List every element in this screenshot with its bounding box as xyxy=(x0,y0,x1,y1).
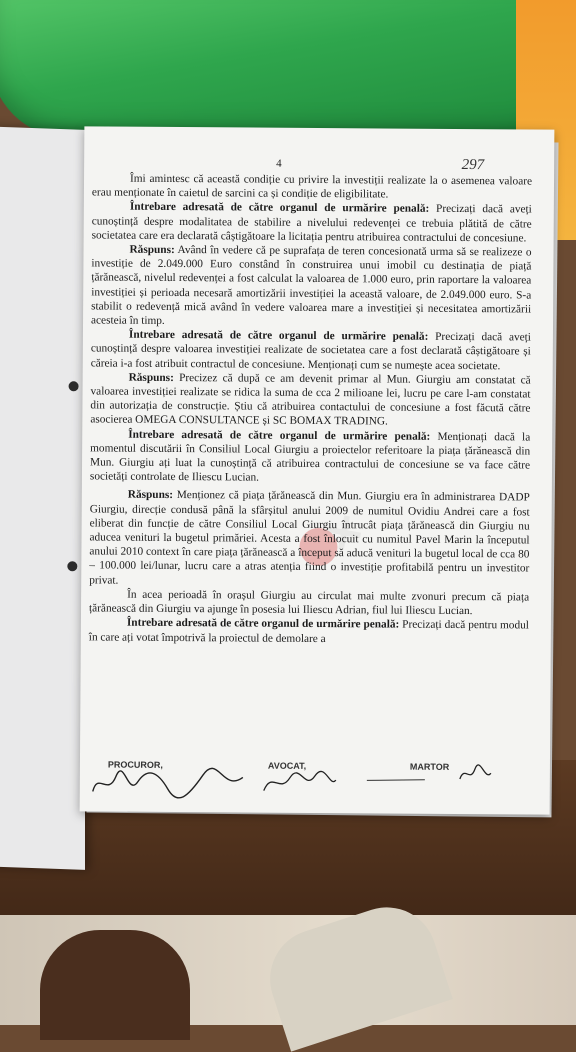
question-paragraph xyxy=(92,200,532,246)
question-text: Precizați dacă pentru modul în care ați votat împotrivă la proiectul de demolare a xyxy=(88,618,529,645)
question-paragraph xyxy=(89,616,529,647)
document-page xyxy=(80,126,555,814)
binder-hole xyxy=(69,381,79,391)
avocat-label: AVOCAT, xyxy=(267,760,307,771)
binder-hole xyxy=(67,561,77,571)
handwritten-page-note: 297 xyxy=(461,157,485,174)
martor-label: MARTOR xyxy=(409,761,450,772)
page-number: 4 xyxy=(276,157,282,170)
martor-signature xyxy=(365,760,495,791)
avocat-signature xyxy=(260,766,340,801)
answer-paragraph xyxy=(90,370,530,430)
answer-label: Răspuns: xyxy=(127,489,174,502)
document-text xyxy=(89,171,532,647)
procuror-label: PROCUROR, xyxy=(107,759,163,770)
answer-label: Răspuns: xyxy=(129,243,175,257)
question-paragraph xyxy=(91,328,531,374)
green-plastic-bag xyxy=(0,0,550,138)
answer-text: Precizez că după ce am devenit primar al Mun. Giurgiu am constatat că valoarea investiției realizate se ridica la suma de cca 2 milioane lei, lucru pe care l-am constatat din autorizația de construcție. Știu că atribuirea contactului de concesiune a fost făcută către asocierea OMEGA CONSULTANCE și SC BOMAX TRADING. xyxy=(90,371,531,428)
answer-text: Având în vedere că pe suprafața de teren concesionată urma să se realizeze o investiție de 2.049.000 Euro constând în construirea unui imobil cu destinația de piață țărănească, nivelul redevenței a fost calculat la valoarea de 1.000 euro, prin raportare la valoarea investiției și perioada necesară amortizării investiției la această valoare, de 2.049.000 euro. S-a stabilit o redevență mică având în vedere valoarea mare a investiției și necesitatea amortizării acesteia în timp. xyxy=(91,244,532,327)
paragraph-intro: Îmi amintesc că această condiție cu privire la investiții realizate la o asemenea valoare erau menționate în caietul de sarcini ca și condiție de eligibilitate. xyxy=(91,172,533,201)
question-text: Menționați dacă la momentul discutării în Consiliul Local Giurgiu a proiectelor referitoare la piața țărănească din Mun. Giurgiu ați luat la cunoștință că atribuirea contractului de concesiune se va face către societăți controlate de Iliescu Lucian. xyxy=(89,430,531,484)
answer-paragraph xyxy=(89,488,530,590)
question-label: Întrebare adresată de către organul de urmărire penală: xyxy=(129,201,430,216)
procuror-signature xyxy=(88,766,248,803)
question-text: Precizați dacă aveți cunoștință despre valoarea investiției realizate de societatea care a fost declarată câștigătoare și căreia i-a fost atribuit contractul de concesiune. Menționați cum se numește acea societate. xyxy=(90,331,531,372)
question-text: Precizați dacă aveți cunoștință despre modalitatea de stabilire a nivelului redevenței ce trebuia plătită de către societatea care era declarată câștigătoare la licitația pentru atribuirea contractului de concesiune. xyxy=(91,203,532,245)
question-label: Întrebare adresată de către organul de urmărire penală: xyxy=(126,616,400,631)
question-paragraph xyxy=(90,427,530,487)
answer-label: Răspuns: xyxy=(128,371,174,384)
answer-paragraph xyxy=(91,242,532,330)
answer-text: Menționez că piața țărănească din Mun. Giurgiu era în administrarea DADP Giurgiu, direcție condusă până la sfârșitul anului 2009 de numitul Ovidiu Andrei care a fost eliberat din funcție de către Consiliul Local Giurgiu întrucât piața țărănească din Giurgiu nu aducea venituri la bugetul primăriei. Acesta a fost înlocuit cu numitul Pavel Marin la începutul anului 2010 context în care piața țărănească a început să aducă venituri la bugetul local de cca 80 – 100.000 lei/lunar, lucru care a atras atenția fiind o investiție profitabilă pentru un investitor privat. xyxy=(89,489,530,587)
question-label: Întrebare adresată de către organul de urmărire penală: xyxy=(128,428,431,443)
watermark: ✕ xyxy=(315,503,375,565)
left-page xyxy=(0,126,85,870)
paragraph-rumors: În acea perioadă în orașul Giurgiu au circulat mai multe zvonuri precum că piața țărănească din Giurgiu va ajunge în posesia lui Iliescu Adrian, fiul lui Iliescu Lucian. xyxy=(88,588,530,618)
question-label: Întrebare adresată de către organul de urmărire penală: xyxy=(128,328,429,344)
